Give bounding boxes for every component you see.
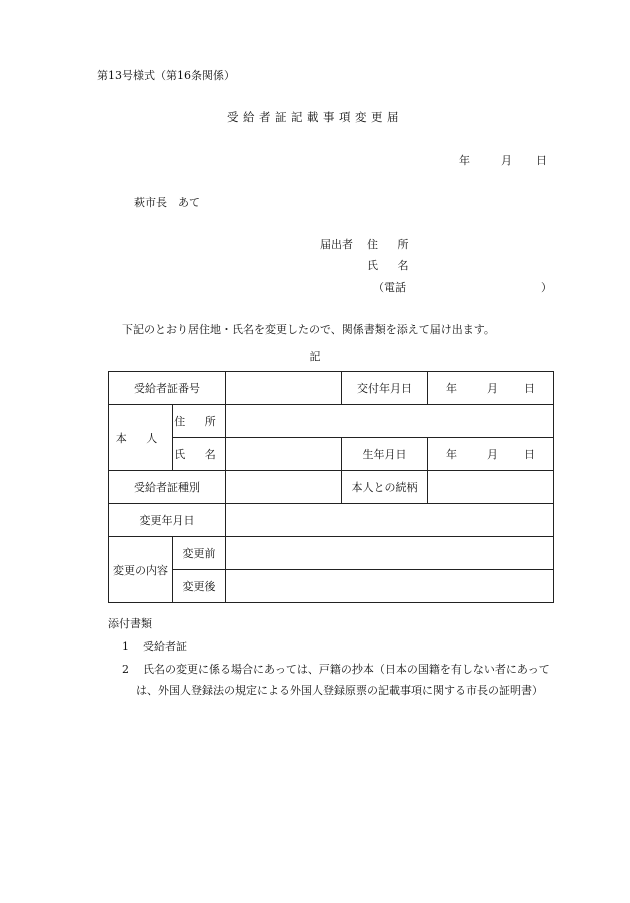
- cert-type-field[interactable]: [226, 471, 342, 504]
- attachment-text: 氏名の変更に係る場合にあっては、戸籍の抄本（日本の国籍を有しない者にあっては、外国人登録法の規定による外国人登録原票の記載事項に関する市長の証明書）: [136, 663, 550, 697]
- month-label: 月: [487, 382, 498, 395]
- address-label: 住 所: [173, 405, 226, 438]
- notifier-phone-label: （電話: [373, 281, 406, 294]
- attachment-text: 受給者証: [143, 640, 187, 653]
- month-label: 月: [487, 448, 498, 461]
- submission-date: [459, 152, 547, 168]
- change-form-table: [108, 371, 554, 603]
- attachment-number: 2: [122, 663, 129, 676]
- issue-date-field[interactable]: [428, 372, 554, 405]
- notifier-label: 届出者: [320, 238, 353, 251]
- birth-date-label: 生年月日: [342, 438, 428, 471]
- name-field[interactable]: [226, 438, 342, 471]
- form-number: 第13号様式（第16条関係）: [97, 69, 235, 82]
- attachment-number: 1: [122, 640, 129, 653]
- day-label: 日: [524, 448, 535, 461]
- before-field[interactable]: [226, 537, 554, 570]
- name-label: 氏 名: [173, 438, 226, 471]
- attachments-title: 添付書類: [108, 617, 152, 630]
- attachment-item: [122, 638, 187, 654]
- year-label: 年: [446, 448, 457, 461]
- after-field[interactable]: [226, 570, 554, 603]
- change-date-field[interactable]: [226, 504, 554, 537]
- year-label: 年: [446, 382, 457, 395]
- notifier-address-label: 住 所: [367, 238, 417, 251]
- table-row: [109, 570, 554, 603]
- table-row: [109, 438, 554, 471]
- cert-type-label: 受給者証種別: [109, 471, 226, 504]
- relationship-field[interactable]: [428, 471, 554, 504]
- address-field[interactable]: [226, 405, 554, 438]
- page-title: 受給者証記載事項変更届: [227, 110, 403, 124]
- change-date-label: 変更年月日: [109, 504, 226, 537]
- notifier-phone-close: ）: [541, 281, 552, 294]
- month-label: 月: [501, 154, 512, 167]
- table-row: [109, 405, 554, 438]
- ki-heading: 記: [309, 350, 321, 363]
- recipient-number-field[interactable]: [226, 372, 342, 405]
- relationship-label: 本人との続柄: [342, 471, 428, 504]
- after-label: 変更後: [173, 570, 226, 603]
- issue-date-label: 交付年月日: [342, 372, 428, 405]
- table-row: [109, 537, 554, 570]
- day-label: 日: [524, 382, 535, 395]
- attachment-item: [122, 659, 554, 701]
- person-label: 本 人: [109, 405, 173, 471]
- notifier-name-label: 氏 名: [367, 259, 417, 272]
- statement-text: 下記のとおり居住地・氏名を変更したので、関係書類を添えて届け出ます。: [122, 323, 495, 336]
- before-label: 変更前: [173, 537, 226, 570]
- table-row: [109, 504, 554, 537]
- recipient-number-label: 受給者証番号: [109, 372, 226, 405]
- table-row: [109, 471, 554, 504]
- day-label: 日: [536, 154, 547, 167]
- change-content-label: 変更の内容: [109, 537, 173, 603]
- year-label: 年: [459, 154, 470, 167]
- table-row: [109, 372, 554, 405]
- addressee: 萩市長 あて: [134, 196, 200, 209]
- birth-date-field[interactable]: [428, 438, 554, 471]
